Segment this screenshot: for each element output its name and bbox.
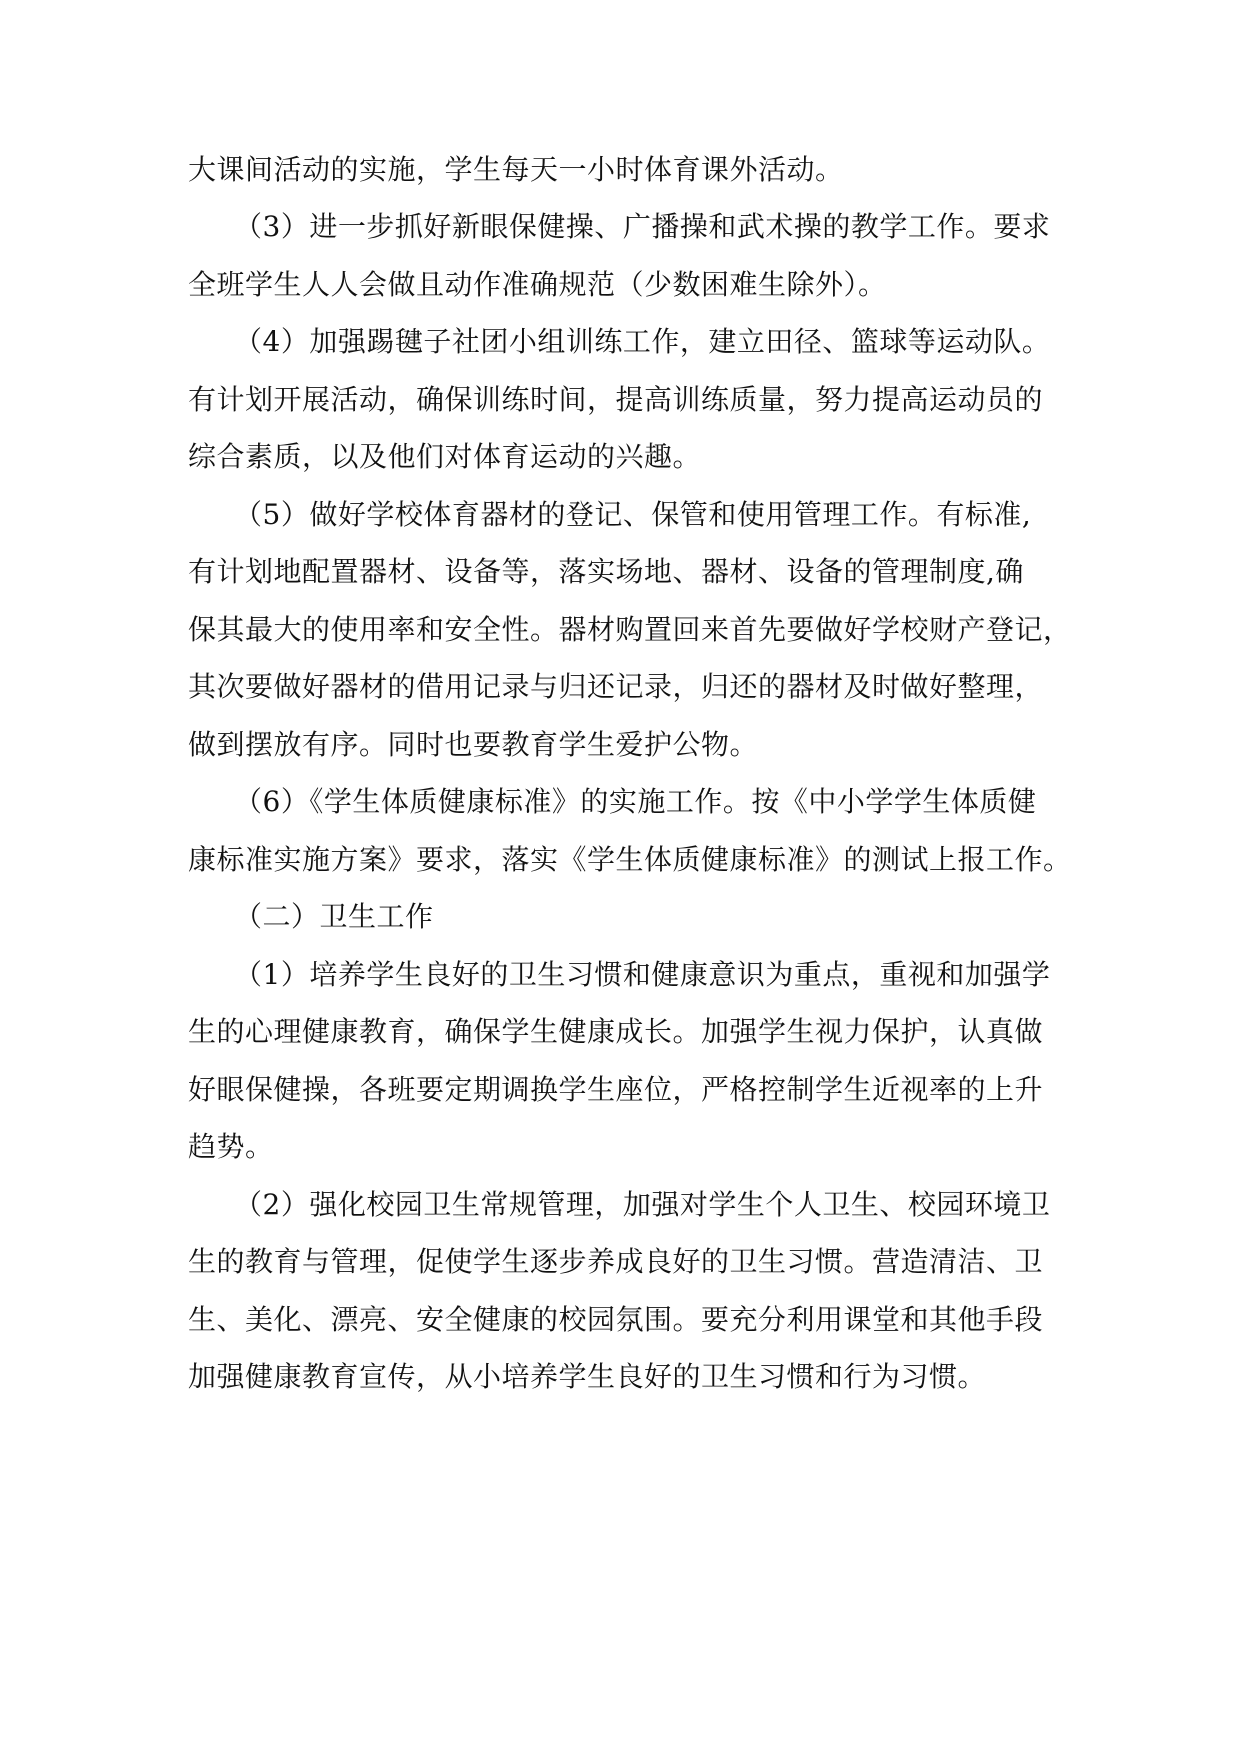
text-line: 做到摆放有序。同时也要教育学生爱护公物。 <box>188 728 759 761</box>
text-line: 有计划地配置器材、设备等，落实场地、器材、设备的管理制度,确 <box>188 555 1024 588</box>
text-line: 加强健康教育宣传，从小培养学生良好的卫生习惯和行为习惯。 <box>188 1360 987 1393</box>
text-line: 大课间活动的实施，学生每天一小时体育课外活动。 <box>188 153 844 186</box>
text-line: （6）《学生体质健康标准》的实施工作。按《中小学学生体质健 <box>234 785 1037 818</box>
text-line: 生、美化、漂亮、安全健康的校园氛围。要充分利用课堂和其他手段 <box>188 1303 1044 1336</box>
text-line: 全班学生人人会做且动作准确规范（少数困难生除外）。 <box>188 268 887 301</box>
text-line: 生的心理健康教育，确保学生健康成长。加强学生视力保护，认真做 <box>188 1015 1044 1048</box>
text-line: 综合素质，以及他们对体育运动的兴趣。 <box>188 440 702 473</box>
section-heading: （二）卫生工作 <box>234 900 434 933</box>
text-line: 生的教育与管理，促使学生逐步养成良好的卫生习惯。营造清洁、卫 <box>188 1245 1044 1278</box>
text-line: 保其最大的使用率和安全性。器材购置回来首先要做好学校财产登记， <box>188 613 1072 646</box>
text-line: （2）强化校园卫生常规管理，加强对学生个人卫生、校园环境卫 <box>234 1188 1051 1221</box>
text-line: （3）进一步抓好新眼保健操、广播操和武术操的教学工作。要求 <box>234 210 1051 243</box>
text-line: （5）做好学校体育器材的登记、保管和使用管理工作。有标准, <box>234 498 1032 531</box>
text-line: 好眼保健操，各班要定期调换学生座位，严格控制学生近视率的上升 <box>188 1073 1044 1106</box>
text-line: 康标准实施方案》要求，落实《学生体质健康标准》的测试上报工作。 <box>188 843 1072 876</box>
text-line: （1）培养学生良好的卫生习惯和健康意识为重点，重视和加强学 <box>234 958 1051 991</box>
text-line: （4）加强踢毽子社团小组训练工作，建立田径、篮球等运动队。 <box>234 325 1051 358</box>
text-line: 其次要做好器材的借用记录与归还记录，归还的器材及时做好整理， <box>188 670 1044 703</box>
text-line: 有计划开展活动，确保训练时间，提高训练质量，努力提高运动员的 <box>188 383 1044 416</box>
text-line: 趋势。 <box>188 1130 274 1163</box>
